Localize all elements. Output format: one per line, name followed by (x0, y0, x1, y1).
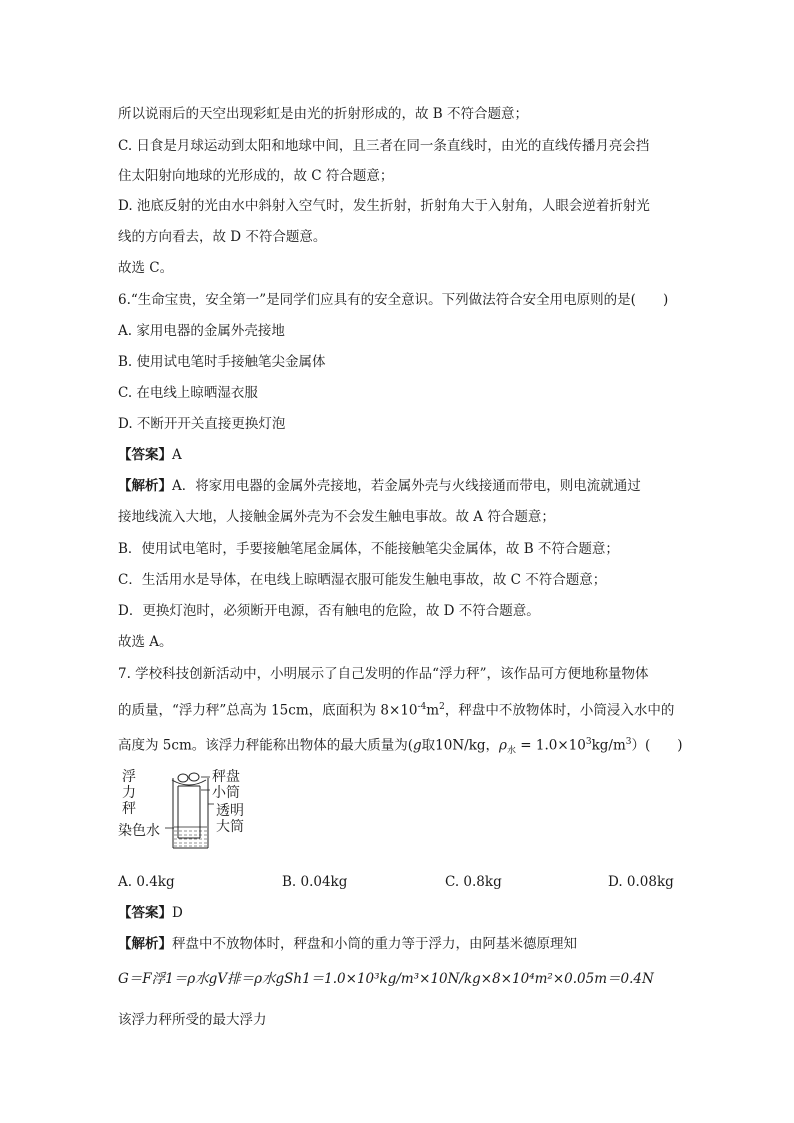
question-7-stem-3 (118, 732, 683, 761)
q7-option-d: D. 0.08kg (608, 874, 674, 890)
label-pan: 秤盘 (212, 769, 240, 785)
text-line: 住太阳射向地球的光形成的，故 C 符合题意； (118, 168, 394, 184)
label-big-tube: 大筒 (216, 819, 244, 835)
text-line: 线的方向看去，故 D 不符合题意。 (118, 229, 327, 245)
q6-option-d: D. 不断开开关直接更换灯泡 (118, 416, 286, 432)
answer-tag: 【答案】 (118, 447, 172, 463)
text-line: 故选 C。 (118, 260, 174, 276)
answer-tag: 【答案】 (118, 905, 172, 921)
question-7-stem-1: 7. 学校科技创新活动中，小明展示了自己发明的作品“浮力秤”，该作品可方便地称量物体 (118, 666, 649, 682)
label-float-scale-3: 秤 (122, 801, 136, 817)
text-line: D. 池底反射的光由水中斜射入空气时，发生折射，折射角大于入射角，人眼会逆着折射光 (118, 198, 650, 214)
stem-part: 的质量，“浮力秤”总高为 15cm，底面积为 8×10 (118, 702, 418, 719)
q6-analysis-line: 接地线流入大地，人接触金属外壳为不会发生触电事故。故 A 符合题意； (118, 509, 555, 525)
label-small-tube: 小筒 (212, 785, 240, 801)
q6-option-c: C. 在电线上晾晒湿衣服 (118, 385, 258, 401)
q7-analysis-line-1 (118, 934, 577, 954)
q7-answer (118, 903, 183, 923)
stem-part: 高度为 5cm。该浮力秤能称出物体的最大质量为( (118, 737, 414, 754)
stem-part: 取10N/kg， (421, 737, 500, 754)
q6-option-a: A. 家用电器的金属外壳接地 (118, 323, 285, 339)
answer-value: A (172, 447, 182, 463)
stem-part: kg/m (591, 737, 626, 754)
stem-part: ）( ) (631, 737, 683, 754)
q7-analysis-line: 该浮力秤所受的最大浮力 (118, 1012, 267, 1028)
label-dyed-water: 染色水 (118, 823, 160, 839)
analysis-tag: 【解析】 (118, 478, 172, 494)
q6-option-b: B. 使用试电笔时手接触笔尖金属体 (118, 354, 326, 370)
exponent: 3 (625, 737, 632, 747)
question-7-stem-2 (118, 697, 674, 721)
question-6-stem: 6.“生命宝贵，安全第一”是同学们应具有的安全意识。下列做法符合安全用电原则的是( ) (118, 292, 669, 308)
buoyancy-scale-diagram (120, 768, 290, 860)
q6-answer (118, 445, 182, 465)
analysis-tag: 【解析】 (118, 936, 172, 952)
subscript: 水 (506, 746, 516, 757)
diagram-svg (120, 768, 290, 860)
analysis-text: 秤盘中不放物体时，秤盘和小筒的重力等于浮力，由阿基米德原理知 (172, 936, 577, 952)
stem-part: = 1.0×10 (516, 737, 586, 754)
stem-part: m (426, 702, 440, 719)
label-transparent: 透明 (216, 803, 244, 819)
stem-part: ，秤盘中不放物体时，小筒浸入水中的 (444, 702, 675, 719)
exponent: 3 (585, 737, 592, 747)
text-line: C. 日食是月球运动到太阳和地球中间，且三者在同一条直线时，由光的直线传播月亮会挡 (118, 138, 650, 154)
q7-formula: G＝F浮1＝ρ水gV排＝ρ水gSh1＝1.0×10³kg/m³×10N/kg×8×10⁴m²×0.05m＝0.4N (118, 971, 654, 987)
answer-value: D (172, 905, 183, 921)
analysis-text: A．将家用电器的金属外壳接地，若金属外壳与火线接通而带电，则电流就通过 (172, 478, 641, 494)
label-float-scale-1: 浮 (122, 769, 136, 785)
q6-analysis-line: C．生活用水是导体，在电线上晾晒湿衣服可能发生触电事故，故 C 不符合题意； (118, 572, 607, 588)
exponent: 2 (439, 702, 445, 712)
var-g: g (413, 737, 422, 754)
q6-analysis-line: B．使用试电笔时，手要接触笔尾金属体，不能接触笔尖金属体，故 B 不符合题意； (118, 541, 619, 557)
q6-conclusion: 故选 A。 (118, 634, 173, 650)
text-line: 所以说雨后的天空出现彩虹是由光的折射形成的，故 B 不符合题意； (118, 106, 529, 122)
q6-analysis-line: D．更换灯泡时，必须断开电源，否有触电的危险，故 D 不符合题意。 (118, 603, 540, 619)
q7-option-c: C. 0.8kg (445, 874, 502, 890)
q7-option-a: A. 0.4kg (118, 874, 175, 890)
label-float-scale-2: 力 (122, 785, 136, 801)
q7-option-b: B. 0.04kg (282, 874, 348, 890)
var-rho: ρ (499, 737, 507, 754)
exponent: -4 (417, 702, 427, 712)
q6-analysis-line-1 (118, 476, 641, 496)
